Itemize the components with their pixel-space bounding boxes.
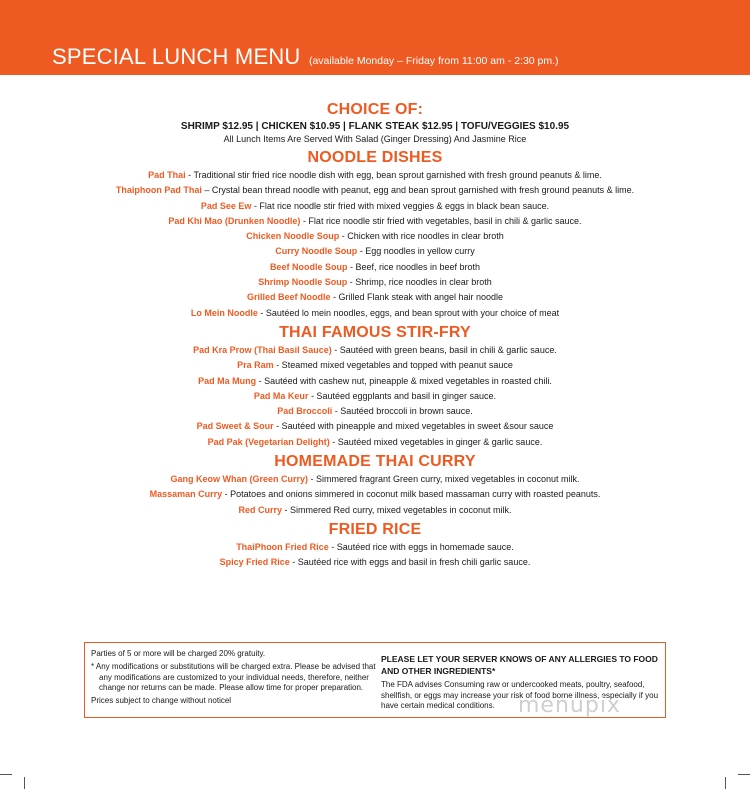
menu-item-desc: - Beef, rice noodles in beef broth — [347, 261, 481, 272]
header-text — [52, 44, 559, 70]
modifications-note-line: any modifications are customized to your individual needs, therefore, neither — [99, 672, 369, 682]
menu-item-desc: - Sautéed rice with eggs in homemade sauce. — [328, 541, 514, 552]
price-notice: Prices subject to change without noticel — [91, 696, 232, 706]
menu-item-name: Grilled Beef Noodle — [246, 292, 331, 303]
protein-prices: SHRIMP $12.95 | CHICKEN $10.95 | FLANK STEAK $12.95 | TOFU/VEGGIES $10.95 — [180, 121, 570, 132]
menu-item — [0, 404, 750, 419]
menu-item-desc: - Shrimp, rice noodles in clear broth — [347, 277, 492, 288]
menu-item — [0, 306, 750, 321]
modifications-note-line: change nor returns can be made. Please allow time for proper preparation. — [99, 683, 364, 693]
menu-item — [0, 229, 750, 244]
watermark-logo: menupix — [518, 693, 621, 718]
policy-notes — [91, 649, 376, 707]
menu-item-desc: - Sautéed rice with eggs and basil in fresh chili garlic sauce. — [289, 557, 531, 568]
menu-item — [0, 472, 750, 487]
section-heading: HOMEMADE THAI CURRY — [274, 453, 476, 471]
menu-item-desc: - Chicken with rice noodles in clear broth — [339, 231, 504, 242]
menu-item-name: Massaman Curry — [149, 489, 223, 500]
menu-item-name: Pad Thai — [148, 170, 186, 180]
crop-mark — [0, 774, 12, 775]
menu-item-desc: - Flat rice noodle stir fried with vegetables, basil in chili & garlic sauce. — [300, 215, 582, 226]
crop-mark — [738, 774, 750, 775]
menu-item — [0, 244, 750, 259]
menu-item — [0, 487, 750, 502]
menu-item — [0, 290, 750, 305]
menu-item-desc: - Flat rice noodle stir fried with mixed veggies & eggs in black bean sauce. — [251, 200, 550, 211]
menu-item-name: Pad Broccoli — [277, 406, 333, 417]
menu-item-desc: - Traditional stir fried rice noodle dish with egg, bean sprout garnished with fresh ground peanuts & lime. — [185, 170, 602, 180]
menu-item-name: Thaiphoon Pad Thai — [115, 185, 202, 196]
menu-item-name: Shrimp Noodle Soup — [258, 277, 348, 288]
menu-item-desc: - Simmered Red curry, mixed vegetables in coconut milk. — [282, 504, 512, 515]
menu-section-curry — [0, 452, 750, 518]
menu-item-name: Curry Noodle Soup — [275, 246, 358, 257]
menu-item-desc: - Grilled Flank steak with angel hair noodle — [330, 292, 504, 303]
menu-item-name: Pad Khi Mao (Drunken Noodle) — [168, 215, 301, 226]
menu-item — [0, 435, 750, 450]
menu-item-name: Pad Ma Mung — [198, 375, 257, 386]
section-heading: NOODLE DISHES — [307, 149, 443, 166]
menu-item — [0, 183, 750, 198]
menu-item-desc: - Steamed mixed vegetables and topped with peanut sauce — [273, 360, 513, 371]
menu-item-name: Pra Ram — [237, 360, 274, 371]
allergy-heading: PLEASE LET YOUR SERVER KNOWS OF ANY ALLERGIES TO FOOD AND OTHER INGREDIENTS* — [381, 654, 658, 676]
menu-item-name: ThaiPhoon Fried Rice — [236, 541, 329, 552]
choice-heading: CHOICE OF: — [326, 101, 424, 118]
page-title: SPECIAL LUNCH MENU — [52, 44, 301, 69]
menu-item-name: Lo Mein Noodle — [190, 307, 258, 318]
menu-item-name: Spicy Fried Rice — [219, 557, 290, 568]
served-with-note: All Lunch Items Are Served With Salad (Ginger Dressing) And Jasmine Rice — [223, 134, 527, 144]
menu-item-name: Chicken Noodle Soup — [246, 231, 340, 242]
menu-item — [0, 503, 750, 518]
menu-body — [0, 100, 750, 571]
menu-item — [0, 389, 750, 404]
menu-item — [0, 419, 750, 434]
fda-notice: The FDA advises Consuming raw or undercooked meats, poultry, seafood, shellfish, or eggs may increase your risk of food borne illness, especially if you have certain medical conditions. — [381, 680, 659, 710]
menu-item-desc: - Sautéed with pineapple and mixed vegetables in sweet &sour sauce — [273, 421, 554, 432]
menu-item-desc: - Sautéed mixed vegetables in ginger & garlic sauce. — [329, 436, 543, 447]
menu-item-name: Red Curry — [238, 504, 283, 515]
menu-item — [0, 540, 750, 555]
menu-item-desc: - Sautéed with green beans, basil in chili & garlic sauce. — [331, 344, 557, 355]
menu-item — [0, 358, 750, 373]
section-heading: THAI FAMOUS STIR-FRY — [279, 323, 471, 341]
header-banner — [0, 0, 750, 75]
menu-item-name: Pad Kra Prow (Thai Basil Sauce) — [193, 344, 332, 355]
menu-item-desc: - Sautéed broccoli in brown sauce. — [332, 406, 473, 417]
menu-section-stir-fry — [0, 323, 750, 450]
modifications-note-line: * Any modifications or substitutions will be charged extra. Please be advised that — [91, 661, 376, 671]
availability-note: (available Monday – Friday from 11:00 am - 2:30 pm.) — [308, 55, 559, 67]
menu-item — [0, 260, 750, 275]
menu-item-desc: - Sautéed with cashew nut, pineapple & mixed vegetables in roasted chili. — [256, 375, 552, 386]
gratuity-note: Parties of 5 or more will be charged 20% gratuity. — [91, 649, 266, 658]
menu-item-name: Gang Keow Whan (Green Curry) — [170, 474, 309, 485]
menu-item — [0, 275, 750, 290]
crop-mark — [725, 777, 726, 789]
menu-item-name: Pad Pak (Vegetarian Delight) — [207, 436, 330, 447]
menu-item — [0, 374, 750, 389]
menu-item-name: Pad Sweet & Sour — [196, 421, 274, 432]
menu-item-desc: - Sautéed eggplants and basil in ginger sauce. — [308, 390, 497, 401]
menu-item-name: Pad See Ew — [200, 200, 252, 211]
menu-item-name: Pad Ma Keur — [253, 390, 309, 401]
menu-item — [0, 199, 750, 214]
menu-item-desc: - Simmered fragrant Green curry, mixed vegetables in coconut milk. — [308, 474, 580, 485]
menu-item-name: Beef Noodle Soup — [269, 261, 348, 272]
menu-section-noodle — [0, 148, 750, 321]
menu-item — [0, 555, 750, 570]
menu-item — [0, 343, 750, 358]
menu-item-desc: – Crystal bean thread noodle with peanut, egg and bean sprout garnished with fresh ground peanuts & lime. — [201, 185, 635, 196]
menu-item-desc: - Egg noodles in yellow curry — [357, 246, 475, 257]
crop-mark — [24, 777, 25, 789]
menu-item — [0, 168, 750, 183]
menu-item-desc: - Sautéed lo mein noodles, eggs, and bean sprout with your choice of meat — [257, 307, 560, 318]
menu-item-desc: - Potatoes and onions simmered in coconut milk based massaman curry with roasted peanuts. — [222, 489, 601, 500]
menu-item — [0, 214, 750, 229]
menu-section-fried-rice — [0, 520, 750, 571]
section-heading: FRIED RICE — [328, 520, 422, 538]
